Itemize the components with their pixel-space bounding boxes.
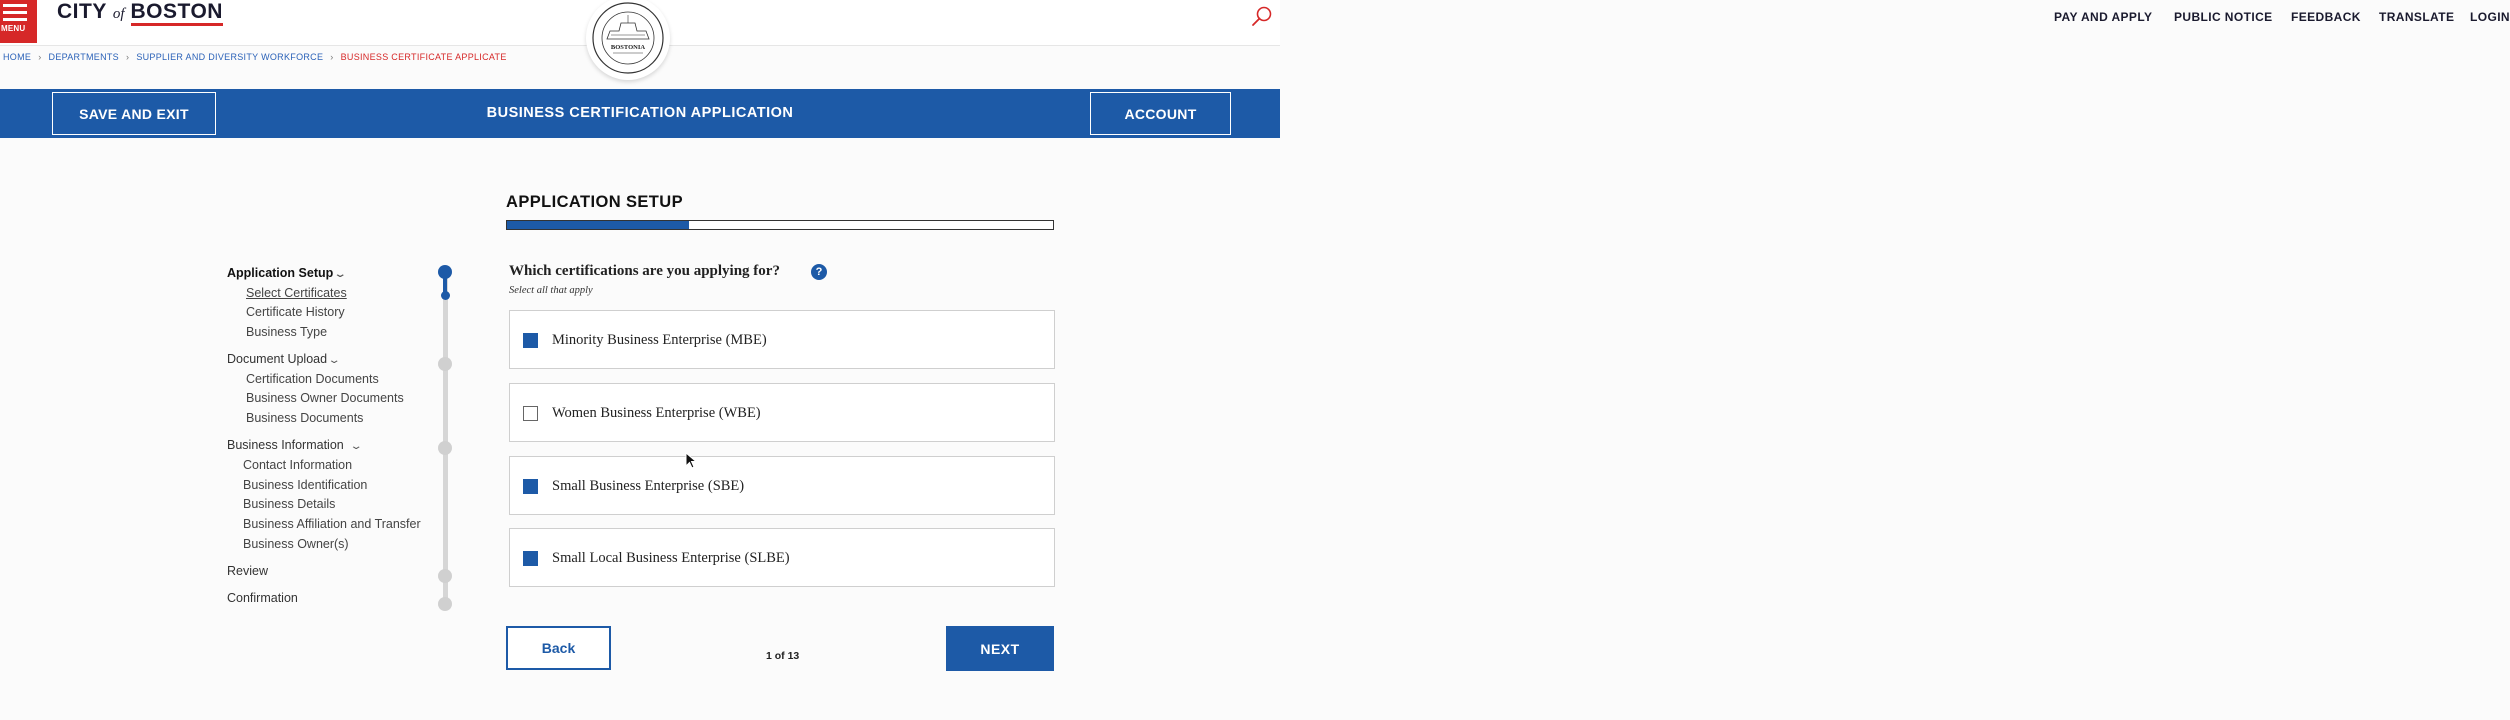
page-title: BUSINESS CERTIFICATION APPLICATION [486, 105, 794, 121]
step-dot [438, 597, 452, 611]
step-business-affiliation[interactable]: Business Affiliation and Transfer [243, 517, 421, 531]
step-business-type[interactable]: Business Type [246, 325, 328, 339]
question-text: Which certifications are you applying for? [509, 263, 780, 279]
menu-button[interactable] [0, 0, 37, 43]
question-hint: Select all that apply [509, 285, 593, 296]
city-of-boston-logo[interactable] [57, 0, 223, 28]
option-wbe[interactable] [509, 383, 1055, 442]
step-label: Business Information [227, 438, 344, 452]
step-label: Document Upload [227, 352, 328, 366]
breadcrumb-home[interactable]: HOME [3, 52, 32, 62]
menu-label: MENU [1, 24, 26, 33]
step-business-information[interactable] [227, 438, 363, 452]
chevron-right-icon: › [330, 52, 334, 62]
chevron-right-icon: › [126, 52, 130, 62]
step-business-identification[interactable]: Business Identification [243, 478, 368, 492]
save-and-exit-button[interactable]: SAVE AND EXIT [52, 92, 216, 135]
step-dot-active [438, 265, 452, 279]
next-button[interactable]: NEXT [946, 626, 1054, 671]
progress-fill [507, 221, 689, 229]
chevron-down-icon: ⌄ [349, 441, 363, 452]
logo-city: CITY [57, 0, 107, 23]
step-certificate-history[interactable]: Certificate History [246, 305, 345, 319]
option-label: Small Local Business Enterprise (SLBE) [552, 550, 790, 566]
breadcrumb [3, 52, 507, 62]
hamburger-icon-bar [3, 18, 27, 21]
step-dot [438, 441, 452, 455]
nav-translate[interactable]: TRANSLATE [2379, 10, 2455, 24]
chevron-down-icon: ⌄ [333, 269, 348, 280]
option-sbe[interactable] [509, 456, 1055, 515]
nav-public-notice[interactable]: PUBLIC NOTICE [2174, 10, 2273, 24]
breadcrumb-current: BUSINESS CERTIFICATE APPLICATE [340, 52, 507, 62]
mouse-cursor-icon [685, 452, 697, 470]
hamburger-icon [3, 4, 27, 7]
back-button[interactable]: Back [506, 626, 611, 670]
section-title: APPLICATION SETUP [506, 193, 684, 211]
option-mbe[interactable] [509, 310, 1055, 369]
nav-feedback[interactable]: FEEDBACK [2291, 10, 2361, 24]
step-document-upload[interactable] [227, 352, 341, 366]
step-select-certificates[interactable]: Select Certificates [246, 286, 347, 300]
nav-pay-and-apply[interactable]: PAY AND APPLY [2054, 10, 2153, 24]
step-dot [438, 569, 452, 583]
page-counter: 1 of 13 [766, 650, 800, 662]
step-contact-information[interactable]: Contact Information [243, 458, 353, 472]
step-application-setup[interactable] [227, 266, 348, 280]
checkbox[interactable] [523, 551, 538, 566]
nav-login[interactable]: LOGIN [2470, 10, 2510, 24]
step-label: Application Setup [227, 266, 334, 280]
seal-text: BOSTONIA [610, 44, 646, 51]
checkbox[interactable] [523, 406, 538, 421]
city-seal[interactable] [586, 0, 670, 80]
logo-boston: BOSTON [131, 1, 223, 26]
step-business-owner-documents[interactable]: Business Owner Documents [246, 391, 404, 405]
hamburger-icon-bar [3, 11, 27, 14]
step-dot-substep [441, 291, 450, 300]
step-business-details[interactable]: Business Details [243, 497, 336, 511]
breadcrumb-departments[interactable]: DEPARTMENTS [48, 52, 119, 62]
search-icon[interactable] [1251, 5, 1273, 27]
option-label: Women Business Enterprise (WBE) [552, 405, 761, 421]
option-label: Minority Business Enterprise (MBE) [552, 332, 767, 348]
checkbox[interactable] [523, 479, 538, 494]
option-label: Small Business Enterprise (SBE) [552, 478, 745, 494]
breadcrumb-supplier-diversity[interactable]: SUPPLIER AND DIVERSITY WORKFORCE [136, 52, 324, 62]
logo-of: of [112, 6, 125, 22]
step-review[interactable]: Review [227, 564, 268, 578]
step-dot [438, 357, 452, 371]
option-slbe[interactable] [509, 528, 1055, 587]
step-confirmation[interactable]: Confirmation [227, 591, 298, 605]
application-bar [0, 89, 1280, 138]
chevron-right-icon: › [38, 52, 42, 62]
step-business-documents[interactable]: Business Documents [246, 411, 364, 425]
step-business-owners[interactable]: Business Owner(s) [243, 537, 349, 551]
application-progress-bar [506, 220, 1054, 230]
account-button[interactable]: ACCOUNT [1090, 92, 1231, 135]
step-progress-track [443, 272, 448, 604]
step-certification-documents[interactable]: Certification Documents [246, 372, 379, 386]
checkbox[interactable] [523, 333, 538, 348]
help-icon[interactable]: ? [811, 264, 827, 280]
chevron-down-icon: ⌄ [327, 355, 341, 366]
seal-icon [591, 1, 665, 75]
